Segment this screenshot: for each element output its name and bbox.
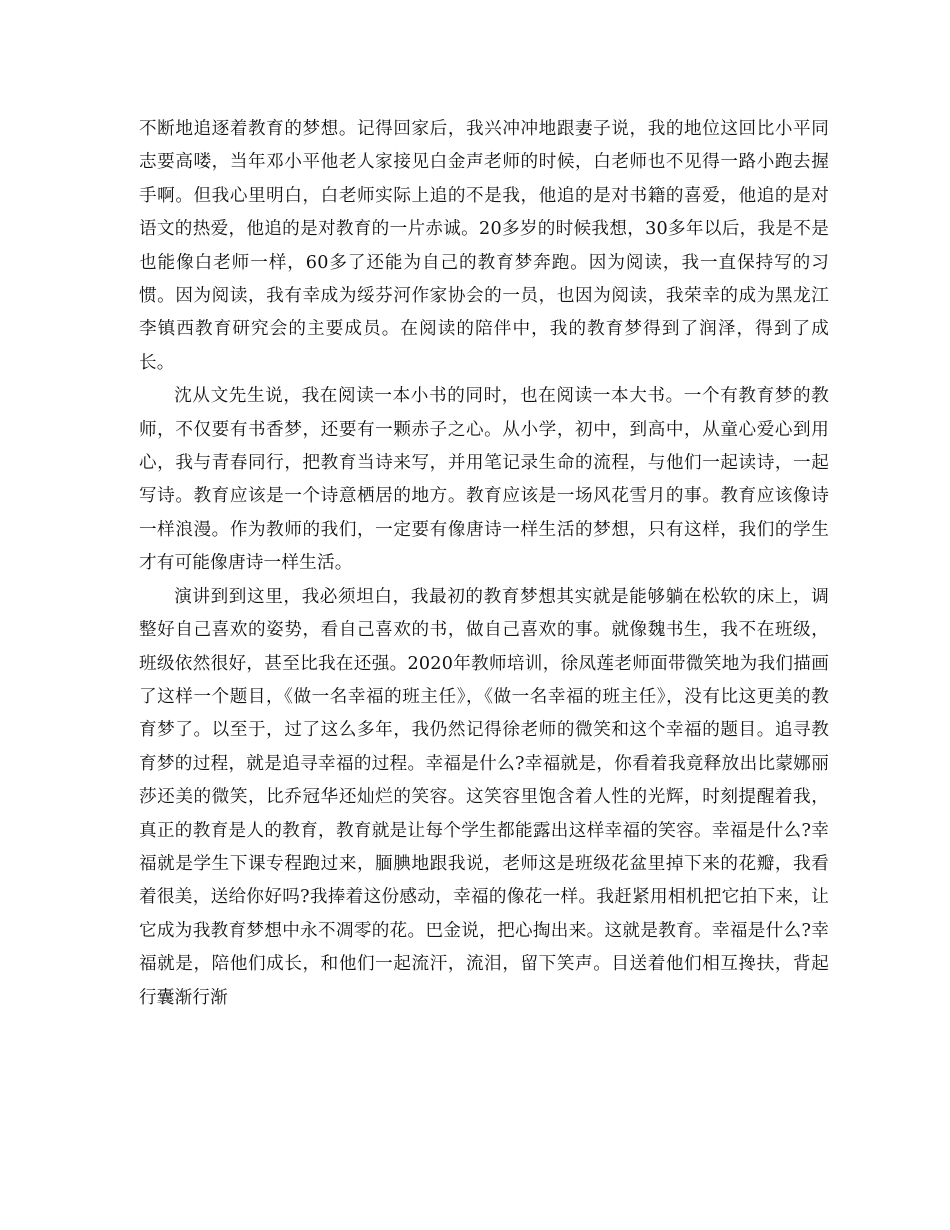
paragraph-1: 不断地追逐着教育的梦想。记得回家后，我兴冲冲地跟妻子说，我的地位这回比小平同志要高喽，当年邓小平他老人家接见白金声老师的时候，白老师也不见得一路小跑去握手啊。但我心里明白，白老师实际上追的不是我，他追的是对书籍的喜爱，他追的是对语文的热爱，他追的是对教育的一片赤诚。20多岁的时候我想，30多年以后，我是不是也能像白老师一样，60多了还能为自己的教育梦奔跑。因为阅读，我一直保持写的习惯。因为阅读，我有幸成为绥芬河作家协会的一员，也因为阅读，我荣幸的成为黑龙江李镇西教育研究会的主要成员。在阅读的陪伴中，我的教育梦得到了润泽，得到了成长。 (139, 119, 829, 373)
body-text (139, 113, 829, 1015)
paragraph-3: 演讲到到这里，我必须坦白，我最初的教育梦想其实就是能够躺在松软的床上，调整好自己喜欢的姿势，看自己喜欢的书，做自己喜欢的事。就像魏书生，我不在班级，班级依然很好，甚至比我在还强。2020年教师培训，徐凤莲老师面带微笑地为我们描画了这样一个题目，《做一名幸福的班主任》，《做一名幸福的班主任》，没有比这更美的教育梦了。以至于，过了这么多年，我仍然记得徐老师的微笑和这个幸福的题目。追寻教育梦的过程，就是追寻幸福的过程。幸福是什么?幸福就是，你看着我竟释放出比蒙娜丽莎还美的微笑，比乔冠华还灿烂的笑容。这笑容里饱含着人性的光辉，时刻提醒着我，真正的教育是人的教育，教育就是让每个学生都能露出这样幸福的笑容。幸福是什么?幸福就是学生下课专程跑过来，腼腆地跟我说，老师这是班级花盆里掉下来的花瓣，我看着很美，送给你好吗?我捧着这份感动，幸福的像花一样。我赶紧用相机把它拍下来，让它成为我教育梦想中永不凋零的花。巴金说，把心掏出来。这就是教育。幸福是什么?幸福就是，陪他们成长，和他们一起流汗，流泪，留下笑声。目送着他们相互搀扶，背起行囊渐行渐 (139, 586, 829, 1008)
paragraph-2: 沈从文先生说，我在阅读一本小书的同时，也在阅读一本大书。一个有教育梦的教师，不仅要有书香梦，还要有一颗赤子之心。从小学，初中，到高中，从童心爱心到用心，我与青春同行，把教育当诗来写，并用笔记录生命的流程，与他们一起读诗，一起写诗。教育应该是一个诗意栖居的地方。教育应该是一场风花雪月的事。教育应该像诗一样浪漫。作为教师的我们，一定要有像唐诗一样生活的梦想，只有这样，我们的学生才有可能像唐诗一样生活。 (139, 386, 829, 574)
